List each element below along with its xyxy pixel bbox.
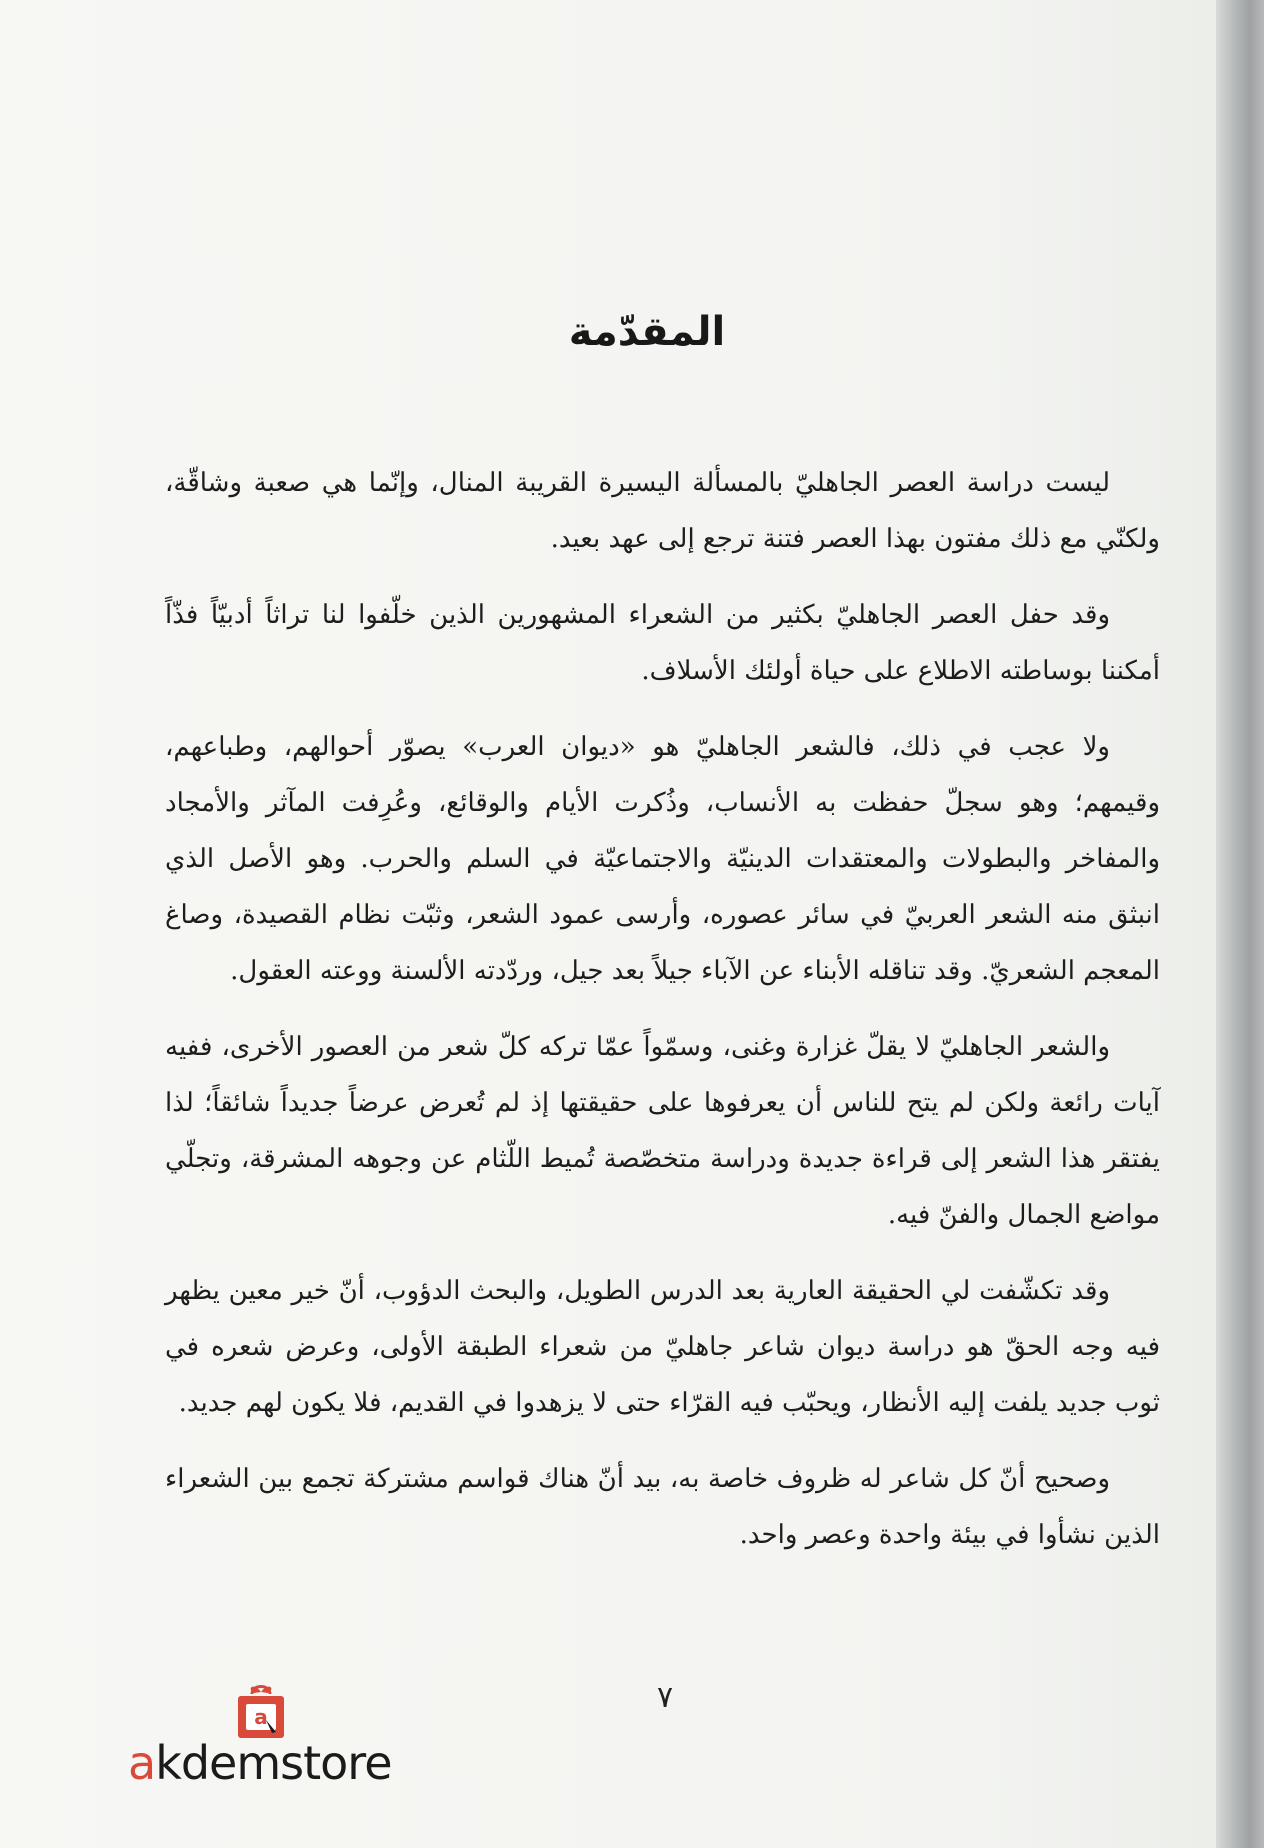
paragraph: ولا عجب في ذلك، فالشعر الجاهليّ هو «ديوان العرب» يصوّر أحوالهم، وطباعهم، وقيمهم؛ وهو سجلّ حفظت به الأنساب، وذُكرت الأيام والوقائع، وعُرِفت المآثر والأمجاد والمفاخر والبطولات والمعتقدات الدينيّة والاجتماعيّة في السلم والحرب. وهو الأصل الذي انبثق منه الشعر العربيّ في سائر عصوره، وأرسى عمود الشعر، وثبّت نظام القصيدة، وصاغ المعجم الشعريّ. وقد تناقله الأبناء عن الآباء جيلاً بعد جيل، وردّدته الألسنة ووعته العقول.: [165, 732, 1160, 986]
svg-text:a: a: [254, 1705, 268, 1729]
paragraph: ليست دراسة العصر الجاهليّ بالمسألة اليسيرة القريبة المنال، وإنّما هي صعبة وشاقّة، ولكنّي مع ذلك مفتون بهذا العصر فتنة ترجع إلى عهد بعيد.: [165, 468, 1160, 554]
store-watermark: [128, 1680, 408, 1800]
page-number: ٧: [656, 1680, 674, 1715]
store-name: akdemstore: [128, 1736, 392, 1790]
paragraph: وقد حفل العصر الجاهليّ بكثير من الشعراء المشهورين الذين خلّفوا لنا تراثاً أدبيّاً فذّاً أمكننا بوساطته الاطلاع على حياة أولئك الأسلاف.: [165, 600, 1160, 686]
paragraph: وصحيح أنّ كل شاعر له ظروف خاصة به، بيد أنّ هناك قواسم مشتركة تجمع بين الشعراء الذين نشأوا في بيئة واحدة وعصر واحد.: [165, 1464, 1160, 1550]
gift-bag-icon: [232, 1680, 290, 1740]
book-spine-shadow: [1216, 0, 1264, 1848]
page-title: المقدّمة: [568, 308, 726, 355]
paragraph: وقد تكشّفت لي الحقيقة العارية بعد الدرس الطويل، والبحث الدؤوب، أنّ خير معين يظهر فيه وجه الحقّ هو دراسة ديوان شاعر جاهليّ من شعراء الطبقة الأولى، وعرض شعره في ثوب جديد يلفت إليه الأنظار، ويحبّب فيه القرّاء حتى لا يزهدوا في القديم، فلا يكون لهم جديد.: [165, 1276, 1160, 1418]
paragraph: والشعر الجاهليّ لا يقلّ غزارة وغنى، وسمّواً عمّا تركه كلّ شعر من العصور الأخرى، ففيه آيات رائعة ولكن لم يتح للناس أن يعرفوها على حقيقتها إذ لم تُعرض عرضاً جديداً شائقاً؛ لذا يفتقر هذا الشعر إلى قراءة جديدة ودراسة متخصّصة تُميط اللّثام عن وجوهه المشرقة، وتجلّي مواضع الجمال والفنّ فيه.: [165, 1032, 1160, 1230]
body-text: [165, 455, 1160, 1583]
